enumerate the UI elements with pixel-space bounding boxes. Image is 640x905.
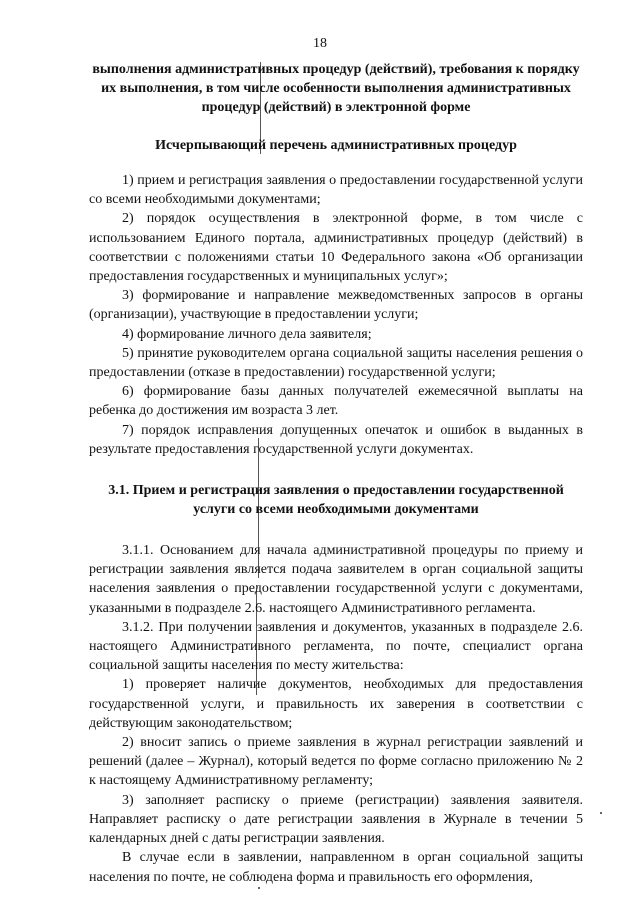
body-paragraph: 3) заполняет расписку о приеме (регистрации) заявления заявителя. Направляет расписку о дате регистрации заявления в Журнале в течении 5 календарных дней с даты регистрации заявления. <box>89 792 583 847</box>
section-body <box>89 541 583 887</box>
procedure-item: 5) принятие руководителем органа социальной защиты населения решения о предоставлении (отказе в предоставлении) государственной услуги; <box>89 345 583 381</box>
procedures-list-heading: Исчерпывающий перечень административных процедур <box>155 138 517 153</box>
intro-heading: выполнения административных процедур (действий), требования к порядку их выполнения, в том числе особенности выполнения административных процедур (действий) в электронной форме <box>92 62 580 115</box>
body-paragraph: 3.1.2. При получении заявления и документов, указанных в подразделе 2.6. настоящего Административного регламента, по почте, специалист органа социальной защиты населения по месту жительства: <box>89 619 583 674</box>
procedures-list <box>89 171 583 459</box>
body-paragraph: 1) проверяет наличие документов, необходимых для предоставления государственной услуги, и правильность их заверения в соответствии с действующим законодательством; <box>89 677 583 731</box>
scan-artifact-dot <box>258 887 260 889</box>
document-body <box>89 60 583 887</box>
section-heading: 3.1. Прием и регистрация заявления о предоставлении государственной услуги со всеми необходимыми документами <box>108 483 564 518</box>
procedure-item: 1) прием и регистрация заявления о предоставлении государственной услуги со всеми необходимыми документами; <box>89 173 583 208</box>
procedure-item: 6) формирование базы данных получателей ежемесячной выплаты на ребенка до достижения им возраста 3 лет. <box>89 384 583 419</box>
procedure-item: 7) порядок исправления допущенных опечаток и ошибок в выданных в результате предоставления государственной услуги документах. <box>89 422 583 457</box>
procedure-item: 3) формирование и направление межведомственных запросов в органы (организации), участвующие в предоставлении услуги; <box>89 288 583 323</box>
body-paragraph: 3.1.1. Основанием для начала административной процедуры по приему и регистрации заявления является подача заявителем в орган социальной защиты населения заявления о предоставлении государственной услуги с документами, указанными в подразделе 2.6. настоящего Административного регламента. <box>89 543 583 616</box>
body-paragraph: В случае если в заявлении, направленном в орган социальной защиты населения по почте, не соблюдена форма и правильность его оформления, <box>89 850 583 885</box>
body-paragraph: 2) вносит запись о приеме заявления в журнал регистрации заявлений и решений (далее – Журнал), который ведется по форме согласно приложению № 2 к настоящему Административному регламенту; <box>89 735 583 789</box>
procedure-item: 4) формирование личного дела заявителя; <box>122 326 372 342</box>
scan-artifact-dot <box>600 812 602 814</box>
page-number: 18 <box>313 36 327 51</box>
procedure-item: 2) порядок осуществления в электронной форме, в том числе с использованием Единого портала, административных процедур (действий) в соответствии с положениями статьи 10 Федерального закона «Об организации предоставления государственных и муниципальных услуг»; <box>89 211 583 285</box>
